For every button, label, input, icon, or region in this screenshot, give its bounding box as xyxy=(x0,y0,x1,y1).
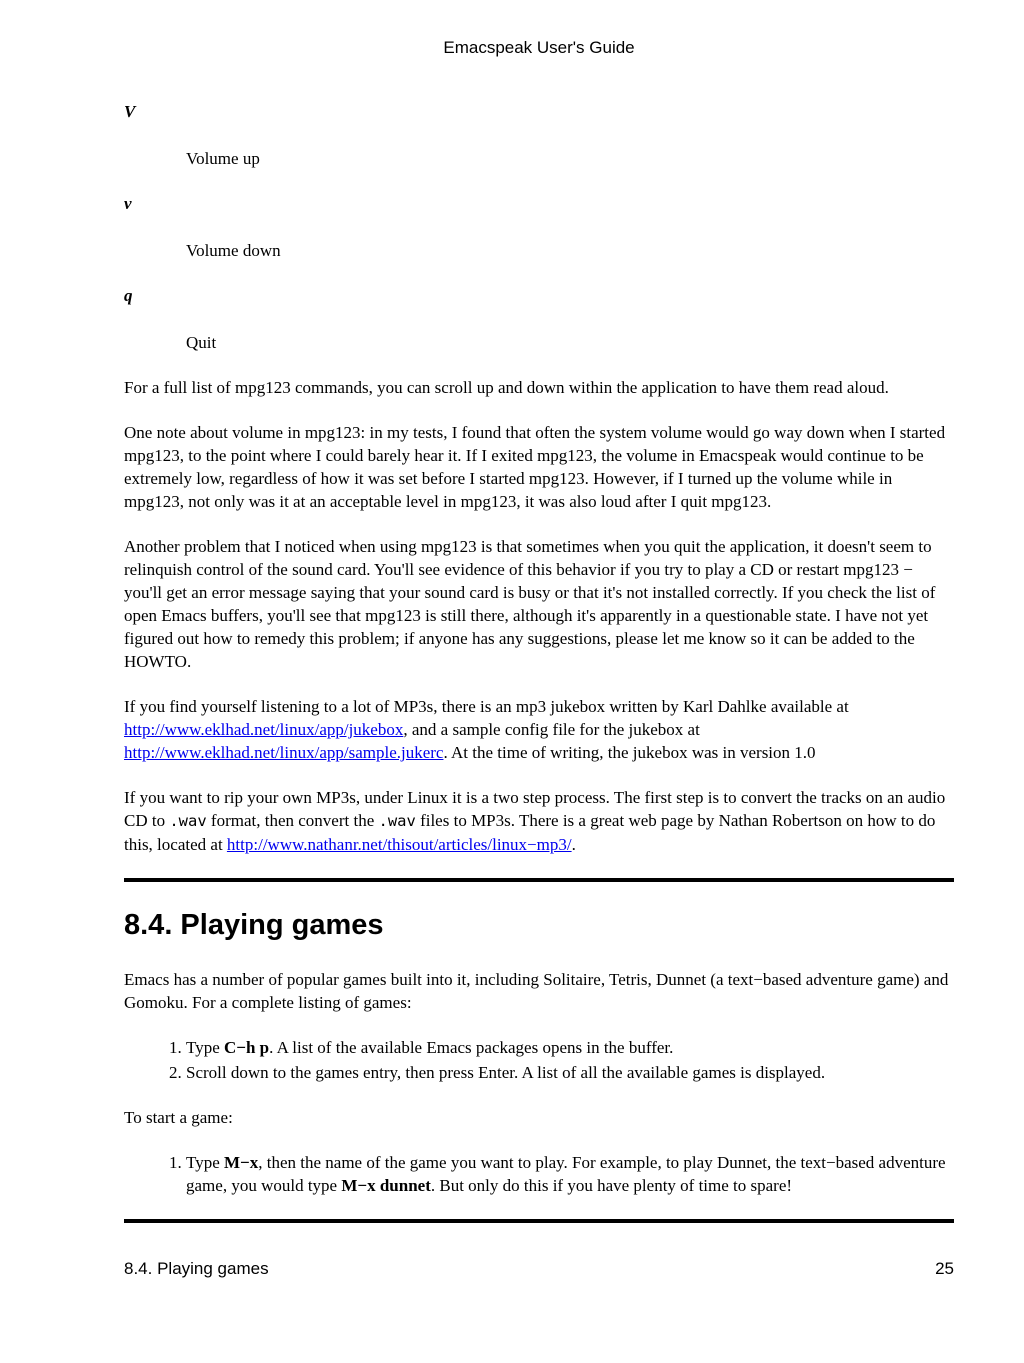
section-divider-bottom xyxy=(124,1219,954,1223)
paragraph-jukebox xyxy=(124,695,954,764)
key-term-quit: q xyxy=(124,286,133,305)
nathanr-link[interactable]: http://www.nathanr.net/thisout/articles/linux−mp3/ xyxy=(226,835,572,854)
paragraph-games-intro: Emacs has a number of popular games built into it, including Solitaire, Tetris, Dunnet (a text−based adventure game) and Gomoku. For a complete listing of games: xyxy=(124,970,949,1012)
jukebox-text-1: If you find yourself listening to a lot of MP3s, there is an mp3 jukebox written by Karl Dahlke available at xyxy=(124,697,849,716)
sample-jukerc-link[interactable]: http://www.eklhad.net/linux/app/sample.jukerc xyxy=(124,743,444,762)
key-combo-mx-dunnet: M−x dunnet xyxy=(341,1176,431,1195)
list-item-scroll-down xyxy=(186,1061,954,1084)
key-term-volume-up: V xyxy=(124,102,136,121)
wav-code-2: .wav xyxy=(378,812,416,830)
key-term-volume-down: v xyxy=(124,194,132,213)
paragraph-volume-note: One note about volume in mpg123: in my tests, I found that often the system volume would go way down when I started mpg123, to the point where I could barely hear it. If I exited mpg123, the volume in Emacspeak would continue to be extremely low, regardless of how it was set before I started mpg123. However, if I turned up the volume while in mpg123, not only was it at an acceptable level in mpg123, it was also loud after I quit mpg123. xyxy=(124,423,946,511)
rip-text-4: . xyxy=(571,835,576,854)
step-text-3: . But only do this if you have plenty of time to spare! xyxy=(430,1176,793,1195)
rip-text-1: If you want to rip your own MP3s, under Linux it is a two step process. The first step is to convert the tracks on an audio CD to xyxy=(124,788,946,830)
step-text-1: Scroll down to the games entry, then press Enter. A list of all the available games is displayed. xyxy=(186,1063,826,1082)
rip-text-2: format, then convert the xyxy=(206,811,379,830)
step-text-1: Type xyxy=(186,1153,224,1172)
wav-code-1: .wav xyxy=(169,812,207,830)
footer-page-number: 25 xyxy=(935,1259,954,1278)
key-combo-chp: C−h p xyxy=(224,1038,270,1057)
key-definition-volume-up: Volume up xyxy=(186,149,260,168)
paragraph-rip-mp3s xyxy=(124,786,954,856)
rip-text-3: files to MP3s. There is a great web page by Nathan Robertson on how to do this, located at xyxy=(124,811,936,854)
page-footer xyxy=(124,1257,954,1280)
jukebox-text-3: . At the time of writing, the jukebox was in version 1.0 xyxy=(443,743,816,762)
mpg123-key-list xyxy=(124,100,954,354)
key-definition-quit: Quit xyxy=(186,333,217,352)
paragraph-full-list: For a full list of mpg123 commands, you can scroll up and down within the application to have them read aloud. xyxy=(124,378,889,397)
jukebox-link[interactable]: http://www.eklhad.net/linux/app/jukebox xyxy=(124,720,404,739)
list-item-type-chp xyxy=(186,1036,954,1059)
step-text-2: . A list of the available Emacs packages opens in the buffer. xyxy=(269,1038,674,1057)
step-text-2: , then the name of the game you want to play. For example, to play Dunnet, the text−based adventure game, you would type xyxy=(186,1153,946,1195)
jukebox-text-2: , and a sample config file for the jukebox at xyxy=(403,720,700,739)
section-divider-top xyxy=(124,878,954,882)
footer-section-title: 8.4. Playing games xyxy=(124,1259,269,1278)
running-header-title: Emacspeak User's Guide xyxy=(443,38,635,57)
step-text-1: Type xyxy=(186,1038,224,1057)
section-heading: 8.4. Playing games xyxy=(124,909,384,941)
list-item-type-mx xyxy=(186,1151,954,1197)
key-definition-volume-down: Volume down xyxy=(186,241,281,260)
games-listing-steps xyxy=(124,1036,954,1084)
key-combo-mx: M−x xyxy=(224,1153,259,1172)
paragraph-start-game: To start a game: xyxy=(124,1108,233,1127)
start-game-steps xyxy=(124,1151,954,1197)
paragraph-another-problem: Another problem that I noticed when using mpg123 is that sometimes when you quit the application, it doesn't seem to relinquish control of the sound card. You'll see evidence of this behavior if you try to play a CD or restart mpg123 − you'll get an error message saying that your sound card is busy or that it's not installed correctly. If you check the list of open Emacs buffers, you'll see that mpg123 is still there, although it's apparently in a questionable state. I have not yet figured out how to remedy this problem; if anyone has any suggestions, please let me know so it can be added to the HOWTO. xyxy=(124,537,936,671)
